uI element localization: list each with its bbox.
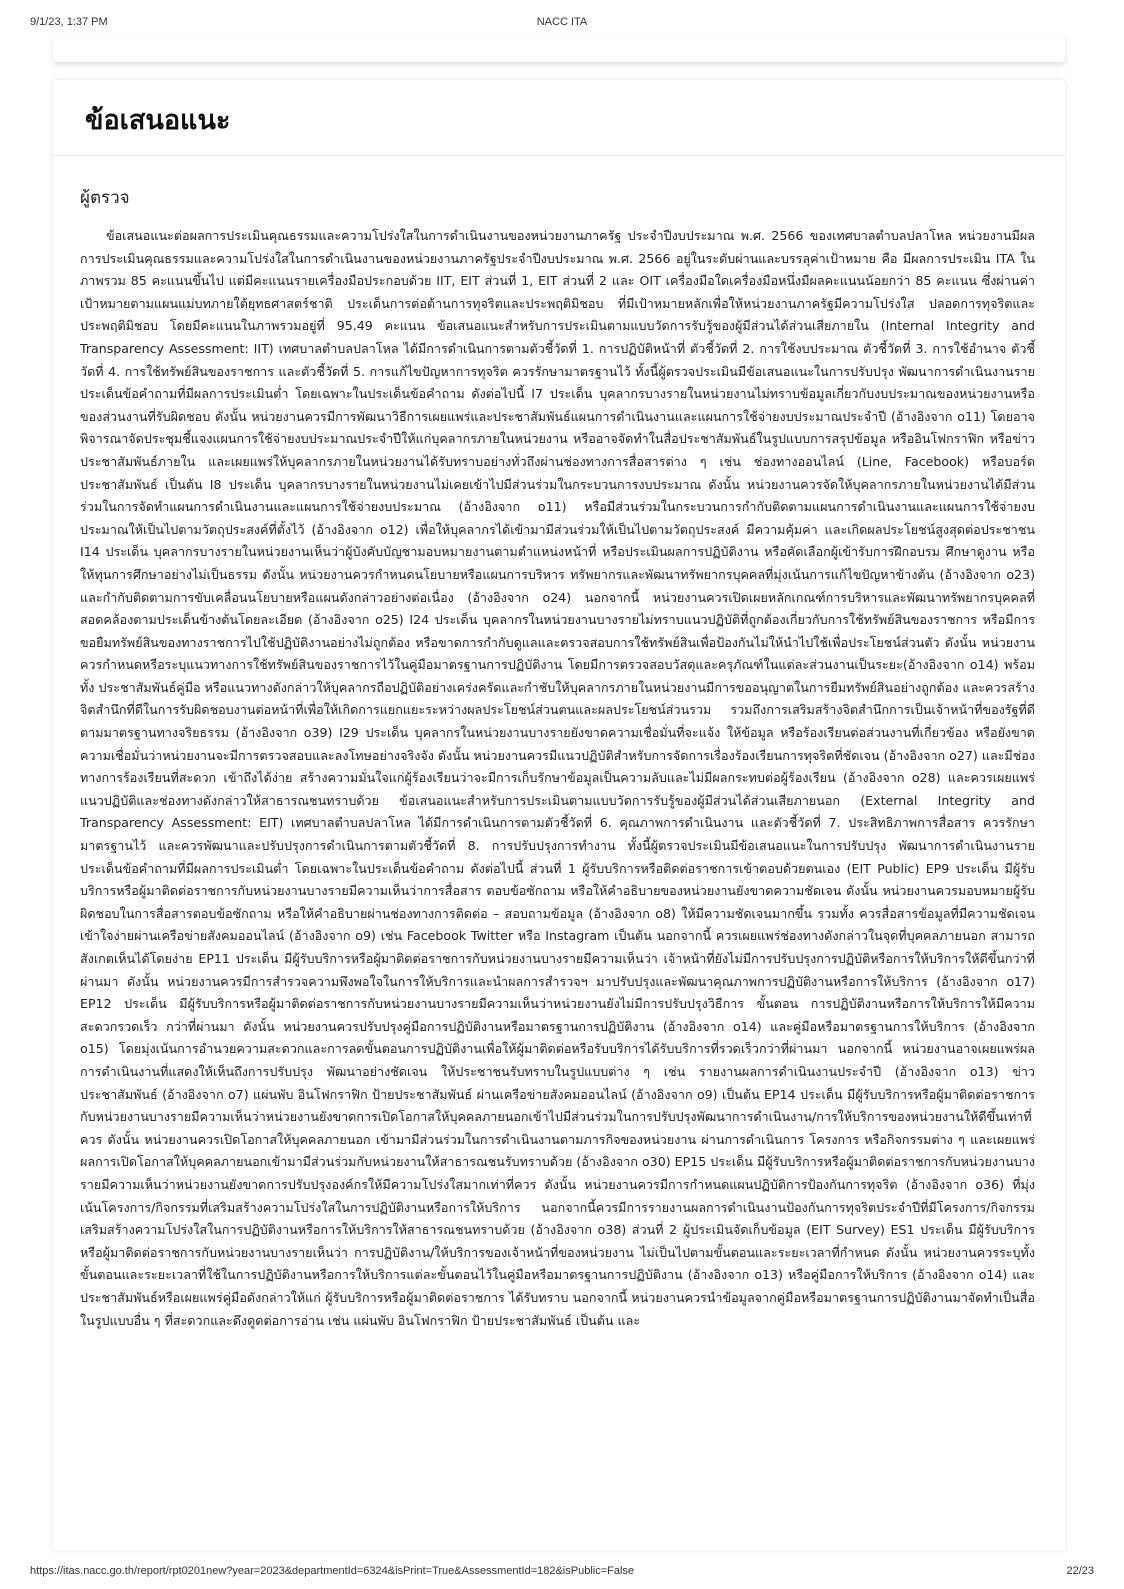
section-heading: ข้อเสนอแนะ <box>85 105 231 136</box>
recommendation-card <box>53 80 1065 1551</box>
print-footer <box>30 1565 1094 1581</box>
card-header <box>53 80 1065 156</box>
previous-card-edge <box>53 36 1065 62</box>
print-datetime: 9/1/23, 1:37 PM <box>30 16 108 28</box>
recommendation-text: ข้อเสนอแนะต่อผลการประเมินคุณธรรมและความโปร่งใสในการดำเนินงานของหน่วยงานภาครัฐ ประจำปีงบประมาณ พ.ศ. 2566 ของเทศบาลตำบลปลาโหล หน่วยงานมีผลการประเมินคุณธรรมและความโปร่งใสในการดำเนินงานของหน่วยงานภาครัฐประจำปีงบประมาณ พ.ศ. 2566 อยู่ในระดับผ่านและบรรลุค่าเป้าหมาย คือ มีผลการประเมิน ITA ในภาพรวม 85 คะแนนขึ้นไป แต่มีคะแนนรายเครื่องมือประกอบด้วย IIT, EIT ส่วนที่ 1, EIT ส่วนที่ 2 และ OIT เครื่องมือใดเครื่องมือหนึ่งมีผลคะแนนน้อยกว่า 85 คะแนน ซึ่งผ่านค่าเป้าหมายตามแผนแม่บทภายใต้ยุทธศาสตร์ชาติ ประเด็นการต่อต้านการทุจริตและประพฤติมิชอบ ที่มีเป้าหมายหลักเพื่อให้หน่วยงานภาครัฐมีความโปร่งใส ปลอดการทุจริตและประพฤติมิชอบ โดยมีคะแนนในภาพรวมอยู่ที่ 95.49 คะแนน ข้อเสนอแนะสำหรับการประเมินตามแบบวัดการรับรู้ของผู้มีส่วนได้ส่วนเสียภายใน (Internal Integrity and Transparency Assessment: IIT) เทศบาลตำบลปลาโหล ได้มีการดำเนินการตามตัวชี้วัดที่ 1. การปฏิบัติหน้าที่ ตัวชี้วัดที่ 2. การใช้งบประมาณ ตัวชี้วัดที่ 3. การใช้อำนาจ ตัวชี้วัดที่ 4. การใช้ทรัพย์สินของราชการ และตัวชี้วัดที่ 5. การแก้ไขปัญหาการทุจริต ควรรักษามาตรฐานไว้ ทั้งนี้ผู้ตรวจประเมินมีข้อเสนอแนะในการปรับปรุง พัฒนาการดำเนินงานรายประเด็นข้อคำถามที่มีผลการประเมินต่ำ โดยเฉพาะในประเด็นข้อคำถาม ดังต่อไปนี้ I7 ประเด็น บุคลากรบางรายในหน่วยงานไม่ทราบข้อมูลเกี่ยวกับงบประมาณของหน่วยงานหรือของส่วนงานที่รับผิดชอบ ดังนั้น หน่วยงานควรมีการพัฒนาวิธีการเผยแพร่และประชาสัมพันธ์แผนการดำเนินงานและแผนการใช้จ่ายงบประมาณประจำปี (อ้างอิงจาก o11) โดยอาจพิจารณาจัดประชุมชี้แจงแผนการใช้จ่ายงบประมาณประจำปีให้แก่บุคลากรภายในหน่วยงาน หรืออาจจัดทำในสื่อประชาสัมพันธ์ในรูปแบบการสรุปข้อมูล หรืออินโฟกราฟิก หรือข่าวประชาสัมพันธ์ภายใน และเผยแพร่ให้บุคลากรภายในหน่วยงานได้รับทราบอย่างทั่วถึงผ่านช่องทางการสื่อสารต่าง ๆ เช่น ช่องทางออนไลน์ (Line, Facebook) หรือบอร์ดประชาสัมพันธ์ เป็นต้น I8 ประเด็น บุคลากรบางรายในหน่วยงานไม่เคยเข้าไปมีส่วนร่วมในกระบวนการงบประมาณ ดังนั้น หน่วยงานควรจัดให้บุคลากรภายในหน่วยงานได้มีส่วนร่วมในการจัดทำแผนการดำเนินงานและแผนการใช้จ่ายงบประมาณ (อ้างอิงจาก o11) หรือมีส่วนร่วมในกระบวนการกำกับติดตามแผนการดำเนินงานและแผนการใช้จ่ายงบประมาณให้เป็นไปตามวัตถุประสงค์ที่ตั้งไว้ (อ้างอิงจาก o12) เพื่อให้บุคลากรได้เข้ามามีส่วนร่วมให้เป็นไปตามวัตถุประสงค์ มีความคุ้มค่า และเกิดผลประโยชน์สูงสุดต่อประชาชน I14 ประเด็น บุคลากรบางรายในหน่วยงานเห็นว่าผู้บังคับบัญชามอบหมายงานตามตำแหน่งหน้าที่ หรือประเมินผลการปฏิบัติงาน หรือคัดเลือกผู้เข้ารับการฝึกอบรม ศึกษาดูงาน หรือให้ทุนการศึกษาอย่างไม่เป็นธรรม ดังนั้น หน่วยงานควรกำหนดนโยบายหรือแผนการบริหาร ทรัพยากรและพัฒนาทรัพยากรบุคคลที่มุ่งเน้นการแก้ไขปัญหาข้างต้น (อ้างอิงจาก o23) และกำกับติดตามการขับเคลื่อนนโยบายหรือแผนดังกล่าวอย่างต่อเนื่อง (อ้างอิงจาก o24) นอกจากนี้ หน่วยงานควรเปิดเผยหลักเกณฑ์การบริหารและพัฒนาทรัพยากรบุคคลที่สอดคล้องตามประเด็นข้างต้นโดยละเอียด (อ้างอิงจาก o25) I24 ประเด็น บุคลากรในหน่วยงานบางรายไม่ทราบแนวปฏิบัติที่ถูกต้องเกี่ยวกับการใช้ทรัพย์สินของราชการ หรือมีการขอยืมทรัพย์สินของทางราชการไปใช้ปฏิบัติงานอย่างไม่ถูกต้อง หรือขาดการกำกับดูแลและตรวจสอบการใช้ทรัพย์สินเพื่อป้องกันไม่ให้นำไปใช้เพื่อประโยชน์ส่วนตัว ดังนั้น หน่วยงานควรกำหนดหรือระบุแนวทางการใช้ทรัพย์สินของราชการไว้ในคู่มือมาตรฐานการปฏิบัติงาน โดยมีการตรวจสอบวัสดุและครุภัณฑ์ในแต่ละส่วนงานเป็นระยะ(อ้างอิงจาก o14) พร้อมทั้ง ประชาสัมพันธ์คู่มือ หรือแนวทางดังกล่าวให้บุคลากรถือปฏิบัติอย่างเคร่งครัดและกำชับให้บุคลากรภายในหน่วยงานมีการขออนุญาตในการยืมทรัพย์สินอย่างถูกต้อง และควรสร้างจิตสำนึกที่ดีในการรับผิดชอบงานต่อหน้าที่เพื่อให้เกิดการแยกแยะระหว่างผลประโยชน์ส่วนตนและผลประโยชน์ส่วนรวม รวมถึงการเสริมสร้างจิตสำนึกการเป็นเจ้าหน้าที่ของรัฐที่ดีตามมาตรฐานทางจริยธรรม (อ้างอิงจาก o39) I29 ประเด็น บุคลากรในหน่วยงานบางรายยังขาดความเชื่อมั่นที่จะแจ้ง ให้ข้อมูล หรือร้องเรียนต่อส่วนงานที่เกี่ยวข้อง หรือยังขาดความเชื่อมั่นว่าหน่วยงานจะมีการตรวจสอบและลงโทษอย่างจริงจัง ดังนั้น หน่วยงานควรมีแนวปฏิบัติสำหรับการจัดการเรื่องร้องเรียนการทุจริตที่ชัดเจน (อ้างอิงจาก o27) และมีช่องทางการร้องเรียนที่สะดวก เข้าถึงได้ง่าย สร้างความมั่นใจแก่ผู้ร้องเรียนว่าจะมีการเก็บรักษาข้อมูลเป็นความลับและไม่มีผลกระทบต่อผู้ร้องเรียน (อ้างอิงจาก o28) และควรเผยแพร่แนวปฏิบัติและช่องทางดังกล่าวให้สาธารณชนทราบด้วย ข้อเสนอแนะสำหรับการประเมินตามแบบวัดการรับรู้ของผู้มีส่วนได้ส่วนเสียภายนอก (External Integrity and Transparency Assessment: EIT) เทศบาลตำบลปลาโหล ได้มีการดำเนินการตามตัวชี้วัดที่ 6. คุณภาพการดำเนินงาน และตัวชี้วัดที่ 7. ประสิทธิภาพการสื่อสาร ควรรักษามาตรฐานไว้ และควรพัฒนาและปรับปรุงการดำเนินการตามตัวชี้วัดที่ 8. การปรับปรุงการทำงาน ทั้งนี้ผู้ตรวจประเมินมีข้อเสนอแนะในการปรับปรุง พัฒนาการดำเนินงานรายประเด็นข้อคำถามที่มีผลการประเมินต่ำ โดยเฉพาะในประเด็นข้อคำถาม ดังต่อไปนี้ ส่วนที่ 1 ผู้รับบริการหรือติดต่อราชการเข้าตอบด้วยตนเอง (EIT Public) EP9 ประเด็น มีผู้รับบริการหรือผู้มาติดต่อราชการกับหน่วยงานบางรายมีความเห็นว่าการสื่อสาร ตอบข้อซักถาม หรือให้คำอธิบายของหน่วยงานยังขาดความชัดเจน ดังนั้น หน่วยงานควรมอบหมายผู้รับผิดชอบในการสื่อสารตอบข้อซักถาม หรือให้คำอธิบายผ่านช่องทางการติดต่อ – สอบถามข้อมูล (อ้างอิงจาก o8) ให้มีความชัดเจนมากขึ้น รวมทั้ง ควรสื่อสารข้อมูลที่มีความชัดเจน เข้าใจง่ายผ่านเครือข่ายสังคมออนไลน์ (อ้างอิงจาก o9) เช่น Facebook Twitter หรือ Instagram เป็นต้น นอกจากนี้ ควรเผยแพร่ช่องทางดังกล่าวในจุดที่บุคคลภายนอก สามารถสังเกตเห็นได้โดยง่าย EP11 ประเด็น มีผู้รับบริการหรือผู้มาติดต่อราชการกับหน่วยงานบางรายมีความเห็นว่า เจ้าหน้าที่ยังไม่มีการปรับปรุงการปฏิบัติหรือการให้บริการให้ดีขึ้นกว่าที่ผ่านมา ดังนั้น หน่วยงานควรมีการสำรวจความพึงพอใจในการให้บริการและนำผลการสำรวจฯ มาปรับปรุงและพัฒนาคุณภาพการปฏิบัติงานหรือการให้บริการ (อ้างอิงจาก o17) EP12 ประเด็น มีผู้รับบริการหรือผู้มาติดต่อราชการกับหน่วยงานบางรายมีความเห็นว่าหน่วยงานยังไม่มีการปรับปรุงวิธีการ ขั้นตอน การปฏิบัติงานหรือการให้บริการให้มีความสะดวกรวดเร็ว กว่าที่ผ่านมา ดังนั้น หน่วยงานควรปรับปรุงคู่มือการปฏิบัติงานหรือมาตรฐานการปฏิบัติงาน (อ้างอิงจาก o14) และคู่มือหรือมาตรฐานการให้บริการ (อ้างอิงจาก o15) โดยมุ่งเน้นการอำนวยความสะดวกและการลดขั้นตอนการปฏิบัติงานเพื่อให้ผู้มาติดต่อหรือรับบริการได้รับบริการที่รวดเร็วกว่าที่ผ่านมา นอกจากนี้ หน่วยงานอาจเผยแพร่ผลการดำเนินงานที่แสดงให้เห็นถึงการปรับปรุง พัฒนาอย่างชัดเจน ให้ประชาชนรับทราบในรูปแบบต่าง ๆ เช่น รายงานผลการดำเนินงานประจำปี (อ้างอิงจาก o13) ข่าวประชาสัมพันธ์ (อ้างอิงจาก o7) แผ่นพับ อินโฟกราฟิก ป้ายประชาสัมพันธ์ ผ่านเครือข่ายสังคมออนไลน์ (อ้างอิงจาก o9) เป็นต้น EP14 ประเด็น มีผู้รับบริการหรือผู้มาติดต่อราชการกับหน่วยงานบางรายมีความเห็นว่าหน่วยงานยังขาดการเปิดโอกาสให้บุคคลภายนอกเข้าไปมีส่วนร่วมในการปรับปรุงพัฒนาการดำเนินงาน/การให้บริการของหน่วยงานให้ดีขึ้นเท่าที่ควร ดังนั้น หน่วยงานควรเปิดโอกาสให้บุคคลภายนอก เข้ามามีส่วนร่วมในการดำเนินงานตามภารกิจของหน่วยงาน ผ่านการดำเนินการ โครงการ หรือกิจกรรมต่าง ๆ และเผยแพร่ผลการเปิดโอกาสให้บุคคลภายนอกเข้ามามีส่วนร่วมกับหน่วยงานให้สาธารณชนรับทราบด้วย (อ้างอิงจาก o30) EP15 ประเด็น มีผู้รับบริการหรือผู้มาติดต่อราชการกับหน่วยงานบางรายมีความเห็นว่าหน่วยงานยังขาดการปรับปรุงองค์กรให้มีความโปร่งใสมากเท่าที่ควร ดังนั้น หน่วยงานควรมีการกำหนดแผนปฏิบัติการป้องกันการทุจริต (อ้างอิงจาก o36) ที่มุ่งเน้นโครงการ/กิจกรรมที่เสริมสร้างความโปร่งใสในการปฏิบัติงานหรือการให้บริการ นอกจากนี้ควรมีการรายงานผลการดำเนินงานป้องกันการทุจริตประจำปีที่มีโครงการ/กิจกรรมเสริมสร้างความโปร่งใสในการปฏิบัติงานหรือการให้บริการให้สาธารณชนทราบด้วย (อ้างอิงจาก o38) ส่วนที่ 2 ผู้ประเมินจัดเก็บข้อมูล (EIT Survey) ES1 ประเด็น มีผู้รับบริการหรือผู้มาติดต่อราชการกับหน่วยงานบางรายเห็นว่า การปฏิบัติงาน/ให้บริการของเจ้าหน้าที่ของหน่วยงาน ไม่เป็นไปตามขั้นตอนและระยะเวลาที่กำหนด ดังนั้น หน่วยงานควรระบุทั้งขั้นตอนและระยะเวลาที่ใช้ในการปฏิบัติงานหรือการให้บริการแต่ละขั้นตอนไว้ในคู่มือหรือมาตรฐานการปฏิบัติงาน (อ้างอิงจาก o13) หรือคู่มือการให้บริการ (อ้างอิงจาก o14) และประชาสัมพันธ์หรือเผยแพร่คู่มือดังกล่าวให้แก่ ผู้รับบริการหรือผู้มาติดต่อราชการ ได้รับทราบ นอกจากนี้ หน่วยงานควรนำข้อมูลจากคู่มือหรือมาตรฐานการปฏิบัติงานมาจัดทำเป็นสื่อในรูปแบบอื่น ๆ ที่สะดวกและดึงดูดต่อการอ่าน เช่น แผ่นพับ อินโฟกราฟิก ป้ายประชาสัมพันธ์ เป็นต้น และ <box>80 228 1035 1328</box>
page-url: https://itas.nacc.go.th/report/rpt0201new?year=2023&departmentId=6324&isPrint=True&AssessmentId=182&isPublic=False <box>30 1565 635 1577</box>
print-header <box>30 16 1094 32</box>
reviewer-label: ผู้ตรวจ <box>80 188 130 208</box>
page-number: 22/23 <box>1066 1565 1094 1577</box>
print-page-title: NACC ITA <box>536 16 588 28</box>
